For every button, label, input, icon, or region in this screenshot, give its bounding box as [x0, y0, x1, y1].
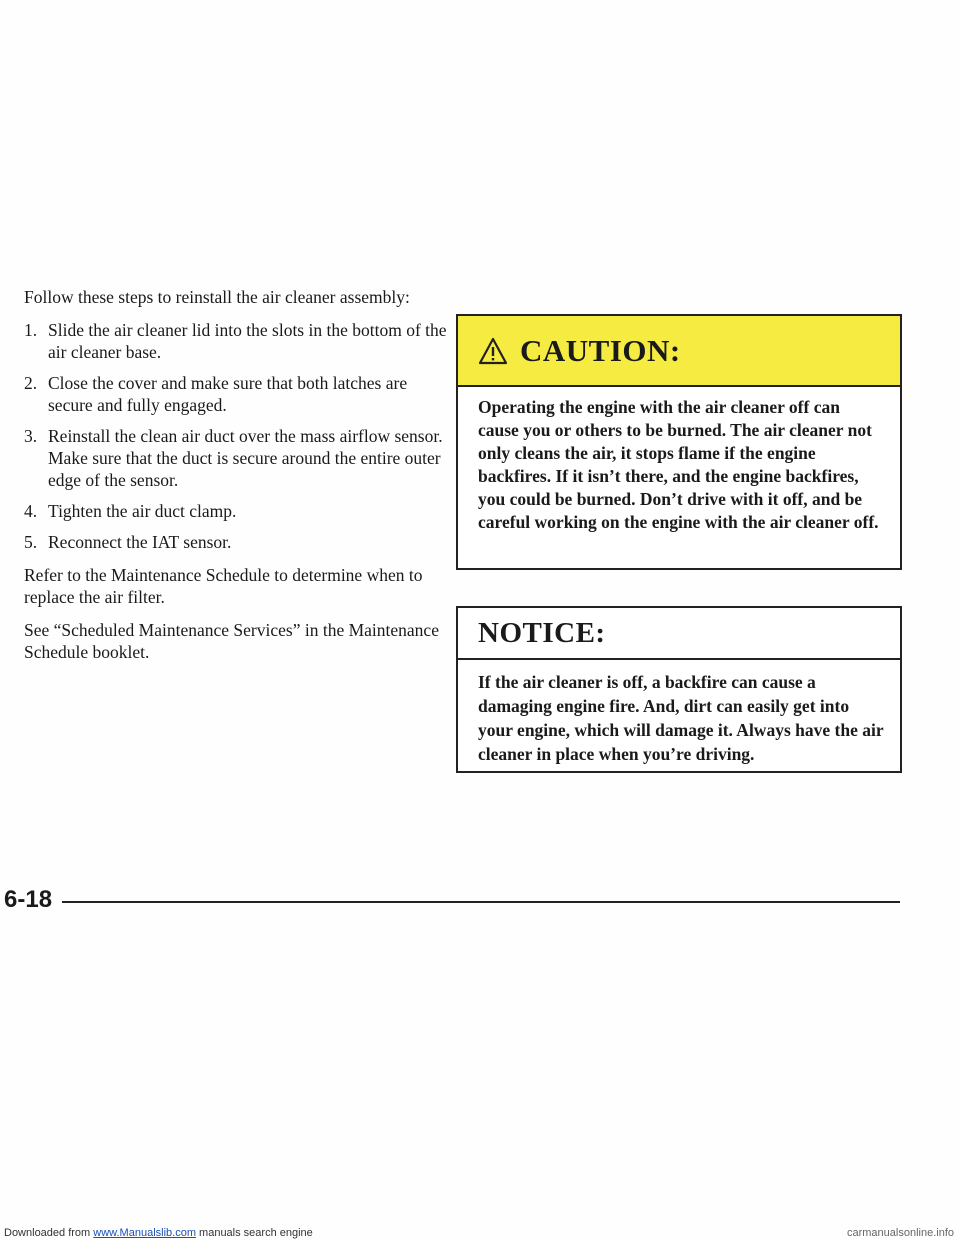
steps-list — [24, 319, 454, 553]
warning-triangle-icon — [478, 337, 508, 365]
step-number: 3. — [24, 426, 38, 446]
step-number: 1. — [24, 320, 38, 340]
maintenance-schedule-text: Refer to the Maintenance Schedule to determine when to replace the air filter. — [24, 565, 423, 607]
caution-header — [458, 316, 900, 387]
page-number: 6-18 — [4, 886, 53, 913]
step-text: Reconnect the IAT sensor. — [48, 532, 232, 552]
step-number: 4. — [24, 501, 38, 521]
banner-prefix: Downloaded from — [4, 1227, 94, 1239]
intro-text: Follow these steps to reinstall the air cleaner assembly: — [24, 287, 410, 307]
caution-text: Operating the engine with the air cleaner off can cause you or others to be burned. The air cleaner not only cleans the air, it stops flame if the engine backfires. If it isn’t there, and the engine backfires, you could be burned. Don’t drive with it off, and be careful working on the engine with the air cleaner off. — [478, 397, 879, 532]
notice-header — [458, 608, 900, 660]
banner-suffix: manuals search engine — [195, 1227, 313, 1239]
notice-box — [456, 606, 902, 773]
step-item — [24, 372, 454, 416]
step-text: Tighten the air duct clamp. — [48, 501, 237, 521]
footer-rule — [62, 901, 900, 903]
scheduled-services-text: See “Scheduled Maintenance Services” in the Maintenance Schedule booklet. — [24, 620, 439, 662]
manualslib-link[interactable]: www.Manualslib.com — [93, 1227, 196, 1239]
step-text: Reinstall the clean air duct over the mass airflow sensor. Make sure that the duct is secure around the entire outer edge of the sensor. — [48, 426, 443, 490]
watermark-text: carmanualsonline.info — [846, 1227, 954, 1239]
step-text: Slide the air cleaner lid into the slots in the bottom of the air cleaner base. — [48, 320, 447, 362]
step-text: Close the cover and make sure that both latches are secure and fully engaged. — [48, 373, 408, 415]
step-item — [24, 425, 454, 491]
download-banner — [0, 1224, 960, 1242]
notice-text: If the air cleaner is off, a backfire can cause a damaging engine fire. And, dirt can easily get into your engine, which will damage it. Always have the air cleaner in place when you’re driving. — [478, 672, 884, 764]
step-item — [24, 500, 454, 522]
step-item — [24, 319, 454, 363]
banner-text — [4, 1224, 313, 1242]
caution-title: CAUTION: — [520, 332, 681, 368]
caution-box — [456, 314, 902, 570]
step-number: 2. — [24, 373, 38, 393]
instructions-column — [24, 286, 454, 674]
notice-title: NOTICE: — [478, 616, 606, 649]
step-number: 5. — [24, 532, 38, 552]
step-item — [24, 531, 454, 553]
